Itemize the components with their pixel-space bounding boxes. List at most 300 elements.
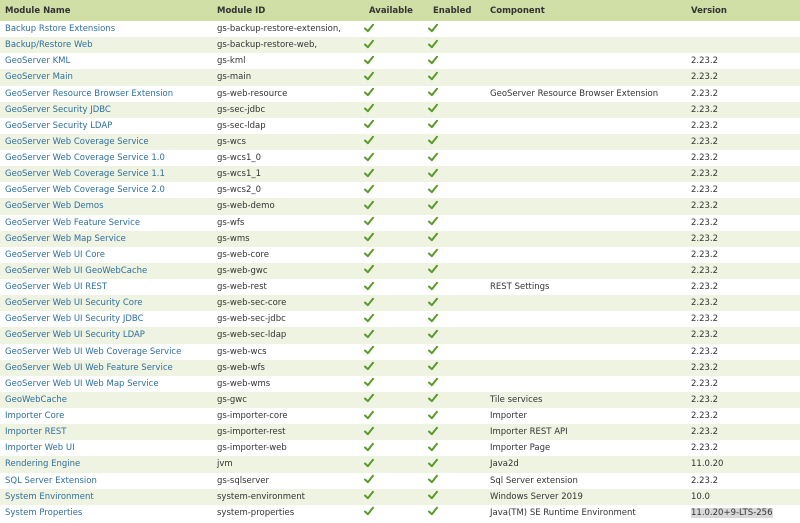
available-cell <box>364 424 428 440</box>
available-cell <box>364 440 428 456</box>
module-id: gs-web-resource <box>212 86 364 102</box>
version-text: 2.23.2 <box>691 56 719 67</box>
module-id: gs-web-core <box>212 247 364 263</box>
version-text: 2.23.2 <box>691 72 719 83</box>
module-name-link[interactable]: GeoServer Resource Browser Extension <box>0 86 212 102</box>
checkmark-icon <box>364 122 374 132</box>
available-cell <box>364 86 428 102</box>
module-name-link[interactable]: GeoServer Web UI Web Coverage Service <box>0 344 212 360</box>
module-name-link[interactable]: GeoServer Web UI Security LDAP <box>0 327 212 343</box>
module-id: gs-wcs <box>212 134 364 150</box>
table-row <box>0 21 800 37</box>
module-name-link[interactable]: GeoServer Main <box>0 69 212 85</box>
checkmark-icon <box>428 413 438 423</box>
module-id: gs-importer-rest <box>212 424 364 440</box>
version-text: 2.23.2 <box>691 136 719 147</box>
checkmark-icon <box>364 396 374 406</box>
checkmark-icon <box>428 155 438 165</box>
component <box>485 102 686 118</box>
module-name-link[interactable]: Importer REST <box>0 424 212 440</box>
enabled-cell <box>428 279 485 295</box>
component: REST Settings <box>485 279 686 295</box>
version <box>686 440 800 456</box>
checkmark-icon <box>428 477 438 487</box>
version-text: 2.23.2 <box>691 346 719 357</box>
version <box>686 424 800 440</box>
available-cell <box>364 215 428 231</box>
table-row <box>0 327 800 343</box>
version-text: 2.23.2 <box>691 411 719 422</box>
module-name-link[interactable]: GeoServer Web UI Core <box>0 247 212 263</box>
checkmark-icon <box>428 58 438 68</box>
component <box>485 53 686 69</box>
module-id: gs-wcs1_0 <box>212 150 364 166</box>
checkmark-icon <box>364 171 374 181</box>
version <box>686 344 800 360</box>
checkmark-icon <box>428 26 438 36</box>
checkmark-icon <box>428 171 438 181</box>
version-text: 2.23.2 <box>691 120 719 131</box>
checkmark-icon <box>364 413 374 423</box>
table-row <box>0 198 800 214</box>
version <box>686 311 800 327</box>
module-id: gs-web-sec-ldap <box>212 327 364 343</box>
version <box>686 408 800 424</box>
component <box>485 263 686 279</box>
table-row <box>0 102 800 118</box>
available-cell <box>364 21 428 37</box>
version-text: 2.23.2 <box>691 475 719 486</box>
version <box>686 231 800 247</box>
module-id: gs-importer-web <box>212 440 364 456</box>
table-row <box>0 247 800 263</box>
table-row <box>0 263 800 279</box>
available-cell <box>364 376 428 392</box>
module-id: gs-gwc <box>212 392 364 408</box>
version-text: 2.23.2 <box>691 185 719 196</box>
checkmark-icon <box>364 267 374 277</box>
module-name-link[interactable]: GeoServer Web Coverage Service <box>0 134 212 150</box>
enabled-cell <box>428 215 485 231</box>
header-module-name[interactable]: Module Name <box>0 0 212 21</box>
checkmark-icon <box>364 493 374 503</box>
checkmark-icon <box>428 493 438 503</box>
version <box>686 473 800 489</box>
checkmark-icon <box>364 187 374 197</box>
table-row <box>0 505 800 521</box>
available-cell <box>364 360 428 376</box>
available-cell <box>364 53 428 69</box>
available-cell <box>364 327 428 343</box>
checkmark-icon <box>428 90 438 100</box>
component <box>485 69 686 85</box>
table-row <box>0 424 800 440</box>
version <box>686 247 800 263</box>
checkmark-icon <box>364 332 374 342</box>
module-id: gs-web-rest <box>212 279 364 295</box>
module-id: gs-web-demo <box>212 198 364 214</box>
available-cell <box>364 118 428 134</box>
component: Windows Server 2019 <box>485 489 686 505</box>
version-text: 2.23.2 <box>691 217 719 228</box>
checkmark-icon <box>428 332 438 342</box>
checkmark-icon <box>364 90 374 100</box>
version-text: 2.23.2 <box>691 378 719 389</box>
enabled-cell <box>428 53 485 69</box>
module-name-link[interactable]: GeoServer Web Demos <box>0 198 212 214</box>
table-row <box>0 489 800 505</box>
enabled-cell <box>428 150 485 166</box>
table-row <box>0 182 800 198</box>
module-name-link[interactable]: GeoServer Web UI Security JDBC <box>0 311 212 327</box>
component <box>485 134 686 150</box>
module-name-link[interactable]: GeoWebCache <box>0 392 212 408</box>
version <box>686 456 800 472</box>
checkmark-icon <box>364 251 374 261</box>
table-row <box>0 53 800 69</box>
version-text: 2.23.2 <box>691 249 719 260</box>
module-name-link[interactable]: GeoServer Web UI Web Map Service <box>0 376 212 392</box>
version-text: 2.23.2 <box>691 282 719 293</box>
table-row <box>0 69 800 85</box>
available-cell <box>364 279 428 295</box>
version-text: 2.23.2 <box>691 314 719 325</box>
enabled-cell <box>428 473 485 489</box>
available-cell <box>364 166 428 182</box>
enabled-cell <box>428 198 485 214</box>
version <box>686 102 800 118</box>
module-id: gs-web-sec-core <box>212 295 364 311</box>
component: Importer Page <box>485 440 686 456</box>
version <box>686 182 800 198</box>
module-name-link[interactable]: GeoServer Web Coverage Service 2.0 <box>0 182 212 198</box>
checkmark-icon <box>428 106 438 116</box>
version-text: 2.23.2 <box>691 88 719 99</box>
version-text: 2.23.2 <box>691 265 719 276</box>
component: Java(TM) SE Runtime Environment <box>485 505 686 521</box>
module-name-link[interactable]: System Environment <box>0 489 212 505</box>
enabled-cell <box>428 311 485 327</box>
module-name-link[interactable]: GeoServer Web UI Web Feature Service <box>0 360 212 376</box>
checkmark-icon <box>364 461 374 471</box>
version <box>686 360 800 376</box>
module-name-link[interactable]: GeoServer Web UI Security Core <box>0 295 212 311</box>
component <box>485 198 686 214</box>
component <box>485 37 686 53</box>
header-available[interactable]: Available <box>364 0 428 21</box>
module-id: gs-backup-restore-extension, <box>212 21 364 37</box>
table-row <box>0 118 800 134</box>
enabled-cell <box>428 295 485 311</box>
table-row <box>0 392 800 408</box>
module-id: gs-web-wms <box>212 376 364 392</box>
version <box>686 166 800 182</box>
component: GeoServer Resource Browser Extension <box>485 86 686 102</box>
version <box>686 53 800 69</box>
enabled-cell <box>428 134 485 150</box>
enabled-cell <box>428 505 485 521</box>
module-id: gs-backup-restore-web, <box>212 37 364 53</box>
enabled-cell <box>428 69 485 85</box>
checkmark-icon <box>428 138 438 148</box>
module-name-link[interactable]: GeoServer Security JDBC <box>0 102 212 118</box>
component <box>485 118 686 134</box>
version <box>686 198 800 214</box>
checkmark-icon <box>364 284 374 294</box>
checkmark-icon <box>364 42 374 52</box>
enabled-cell <box>428 102 485 118</box>
available-cell <box>364 247 428 263</box>
table-row <box>0 376 800 392</box>
version-text: 2.23.2 <box>691 104 719 115</box>
available-cell <box>364 505 428 521</box>
available-cell <box>364 198 428 214</box>
checkmark-icon <box>428 235 438 245</box>
version-text: 10.0 <box>691 491 710 502</box>
enabled-cell <box>428 182 485 198</box>
version <box>686 295 800 311</box>
version-text: 2.23.2 <box>691 394 719 405</box>
module-id: gs-web-gwc <box>212 263 364 279</box>
version <box>686 215 800 231</box>
module-name-link[interactable]: GeoServer Web Coverage Service 1.1 <box>0 166 212 182</box>
version-text: 2.23.2 <box>691 153 719 164</box>
checkmark-icon <box>364 155 374 165</box>
checkmark-icon <box>364 203 374 213</box>
module-id: gs-wcs1_1 <box>212 166 364 182</box>
enabled-cell <box>428 231 485 247</box>
version <box>686 263 800 279</box>
version <box>686 505 800 521</box>
checkmark-icon <box>428 42 438 52</box>
module-name-link[interactable]: GeoServer Web Map Service <box>0 231 212 247</box>
checkmark-icon <box>364 219 374 229</box>
version <box>686 37 800 53</box>
table-row <box>0 86 800 102</box>
available-cell <box>364 182 428 198</box>
available-cell <box>364 344 428 360</box>
checkmark-icon <box>364 74 374 84</box>
available-cell <box>364 102 428 118</box>
module-name-link[interactable]: GeoServer Security LDAP <box>0 118 212 134</box>
component <box>485 21 686 37</box>
table-row <box>0 440 800 456</box>
component: Java2d <box>485 456 686 472</box>
checkmark-icon <box>428 429 438 439</box>
checkmark-icon <box>428 284 438 294</box>
component: Importer REST API <box>485 424 686 440</box>
component <box>485 150 686 166</box>
component <box>485 344 686 360</box>
table-row <box>0 134 800 150</box>
module-id: gs-sqlserver <box>212 473 364 489</box>
checkmark-icon <box>428 267 438 277</box>
module-id: gs-wcs2_0 <box>212 182 364 198</box>
checkmark-icon <box>364 477 374 487</box>
available-cell <box>364 311 428 327</box>
table-row <box>0 456 800 472</box>
component: Importer <box>485 408 686 424</box>
module-id: gs-wms <box>212 231 364 247</box>
enabled-cell <box>428 21 485 37</box>
component <box>485 311 686 327</box>
available-cell <box>364 408 428 424</box>
checkmark-icon <box>428 396 438 406</box>
version <box>686 118 800 134</box>
version <box>686 86 800 102</box>
module-name-link[interactable]: GeoServer KML <box>0 53 212 69</box>
enabled-cell <box>428 247 485 263</box>
header-component[interactable]: Component <box>485 0 686 21</box>
component <box>485 247 686 263</box>
module-name-link[interactable]: Rendering Engine <box>0 456 212 472</box>
checkmark-icon <box>364 348 374 358</box>
module-name-link[interactable]: Importer Web UI <box>0 440 212 456</box>
checkmark-icon <box>364 445 374 455</box>
available-cell <box>364 392 428 408</box>
header-version[interactable]: Version <box>686 0 800 21</box>
enabled-cell <box>428 86 485 102</box>
version-text: 2.23.2 <box>691 169 719 180</box>
checkmark-icon <box>364 106 374 116</box>
module-id: gs-sec-jdbc <box>212 102 364 118</box>
version <box>686 376 800 392</box>
enabled-cell <box>428 360 485 376</box>
component <box>485 215 686 231</box>
module-name-link[interactable]: Importer Core <box>0 408 212 424</box>
version <box>686 489 800 505</box>
module-name-link[interactable]: GeoServer Web UI REST <box>0 279 212 295</box>
module-name-link[interactable]: System Properties <box>0 505 212 521</box>
checkmark-icon <box>428 203 438 213</box>
table-row <box>0 311 800 327</box>
checkmark-icon <box>428 122 438 132</box>
header-module-id[interactable]: Module ID <box>212 0 364 21</box>
checkmark-icon <box>428 219 438 229</box>
checkmark-icon <box>428 74 438 84</box>
enabled-cell <box>428 456 485 472</box>
table-row <box>0 473 800 489</box>
version-text: 2.23.2 <box>691 201 719 212</box>
enabled-cell <box>428 440 485 456</box>
available-cell <box>364 263 428 279</box>
module-id: gs-main <box>212 69 364 85</box>
component <box>485 360 686 376</box>
module-name-link[interactable]: Backup/Restore Web <box>0 37 212 53</box>
enabled-cell <box>428 327 485 343</box>
checkmark-icon <box>428 364 438 374</box>
checkmark-icon <box>428 300 438 310</box>
version <box>686 150 800 166</box>
version <box>686 21 800 37</box>
module-name-link[interactable]: Backup Rstore Extensions <box>0 21 212 37</box>
available-cell <box>364 134 428 150</box>
checkmark-icon <box>364 364 374 374</box>
checkmark-icon <box>364 26 374 36</box>
component <box>485 231 686 247</box>
module-name-link[interactable]: GeoServer Web UI GeoWebCache <box>0 263 212 279</box>
header-enabled[interactable]: Enabled <box>428 0 485 21</box>
module-name-link[interactable]: GeoServer Web Coverage Service 1.0 <box>0 150 212 166</box>
table-row <box>0 150 800 166</box>
available-cell <box>364 489 428 505</box>
available-cell <box>364 295 428 311</box>
module-id: gs-web-wcs <box>212 344 364 360</box>
checkmark-icon <box>428 348 438 358</box>
module-name-link[interactable]: SQL Server Extension <box>0 473 212 489</box>
table-row <box>0 37 800 53</box>
checkmark-icon <box>364 235 374 245</box>
component: Tile services <box>485 392 686 408</box>
checkmark-icon <box>364 380 374 390</box>
module-id: jvm <box>212 456 364 472</box>
component <box>485 327 686 343</box>
component <box>485 295 686 311</box>
version <box>686 134 800 150</box>
checkmark-icon <box>364 58 374 68</box>
module-name-link[interactable]: GeoServer Web Feature Service <box>0 215 212 231</box>
available-cell <box>364 37 428 53</box>
version-text: 11.0.20 <box>691 459 724 470</box>
available-cell <box>364 473 428 489</box>
available-cell <box>364 150 428 166</box>
table-row <box>0 166 800 182</box>
checkmark-icon <box>428 380 438 390</box>
module-id: system-properties <box>212 505 364 521</box>
table-body <box>0 21 800 521</box>
checkmark-icon <box>428 187 438 197</box>
enabled-cell <box>428 37 485 53</box>
checkmark-icon <box>428 509 438 519</box>
module-id: gs-web-wfs <box>212 360 364 376</box>
version-text: 2.23.2 <box>691 330 719 341</box>
module-id: gs-importer-core <box>212 408 364 424</box>
table-row <box>0 295 800 311</box>
checkmark-icon <box>364 429 374 439</box>
version <box>686 327 800 343</box>
table-row <box>0 360 800 376</box>
checkmark-icon <box>364 316 374 326</box>
module-id: gs-kml <box>212 53 364 69</box>
checkmark-icon <box>428 251 438 261</box>
version-text: 2.23.2 <box>691 443 719 454</box>
enabled-cell <box>428 263 485 279</box>
table-header <box>0 0 800 21</box>
available-cell <box>364 231 428 247</box>
available-cell <box>364 456 428 472</box>
table-row <box>0 279 800 295</box>
checkmark-icon <box>428 461 438 471</box>
enabled-cell <box>428 344 485 360</box>
version <box>686 392 800 408</box>
checkmark-icon <box>428 445 438 455</box>
component: Sql Server extension <box>485 473 686 489</box>
component <box>485 376 686 392</box>
component <box>485 182 686 198</box>
checkmark-icon <box>428 316 438 326</box>
checkmark-icon <box>364 509 374 519</box>
module-id: gs-sec-ldap <box>212 118 364 134</box>
component <box>485 166 686 182</box>
module-id: gs-wfs <box>212 215 364 231</box>
version-text: 2.23.2 <box>691 233 719 244</box>
version <box>686 279 800 295</box>
enabled-cell <box>428 424 485 440</box>
enabled-cell <box>428 392 485 408</box>
table-row <box>0 344 800 360</box>
module-id: system-environment <box>212 489 364 505</box>
version-text: 11.0.20+9-LTS-256 <box>691 507 773 518</box>
